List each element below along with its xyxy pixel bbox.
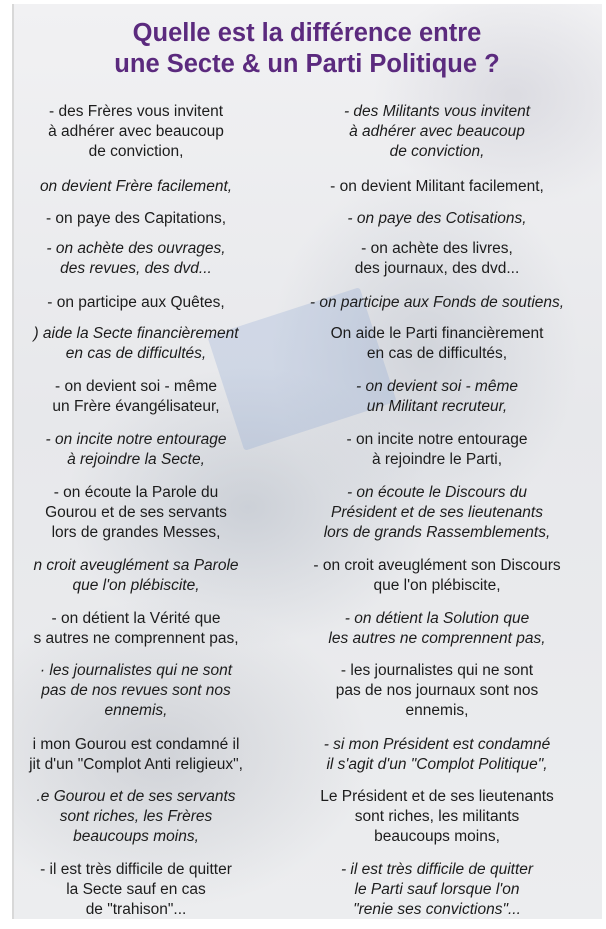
secte-item-line: Gourou et de ses servants (45, 504, 227, 521)
parti-item-1 (297, 102, 577, 162)
secte-item-13 (12, 735, 276, 775)
secte-item-14 (12, 787, 276, 847)
parti-item-line: ennemis, (405, 702, 469, 719)
parti-item-6 (297, 324, 577, 364)
parti-item-line: - on écoute le Discours du (346, 484, 528, 501)
parti-item-5 (297, 293, 577, 313)
parti-item-line: - si mon Président est condamné (323, 736, 551, 753)
secte-item-line: lors de grandes Messes, (51, 524, 221, 541)
secte-item-line: .e Gourou et de ses servants (36, 788, 236, 805)
secte-item-line: n croit aveuglément sa Parole (33, 557, 239, 574)
secte-item-line: - des Frères vous invitent (48, 103, 223, 120)
secte-item-12 (12, 661, 276, 721)
parti-item-line: - on paye des Cotisations, (347, 210, 527, 227)
secte-item-line: - on participe aux Quêtes, (47, 294, 225, 311)
parti-item-line: - on devient Militant facilement, (330, 178, 544, 195)
secte-item-line: ennemis, (104, 702, 168, 719)
secte-item-1 (12, 102, 276, 162)
parti-item-line: beaucoups moins, (374, 828, 500, 845)
parti-item-3 (297, 209, 577, 229)
secte-item-line: - il est très difficile de quitter (40, 861, 232, 878)
parti-item-line: pas de nos journaux sont nos (335, 682, 539, 699)
secte-item-line: i mon Gourou est condamné il (32, 736, 240, 753)
parti-item-line: - les journalistes qui ne sont (340, 662, 534, 679)
secte-item-11 (12, 609, 276, 649)
parti-item-line: de conviction, (389, 143, 485, 160)
parti-item-line: le Parti sauf lorsque l'on (354, 881, 520, 898)
secte-item-line: - on détient la Vérité que (51, 610, 221, 627)
secte-item-2 (12, 177, 276, 197)
secte-item-line: à rejoindre la Secte, (67, 451, 205, 468)
parti-item-line: - on participe aux Fonds de soutiens, (309, 294, 565, 311)
parti-item-line: lors de grands Rassemblements, (323, 524, 551, 541)
secte-item-line: - on écoute la Parole du (53, 484, 219, 501)
parti-item-9 (297, 483, 577, 543)
parti-item-line: - des Militants vous invitent (343, 103, 531, 120)
parti-item-line: Le Président et de ses lieutenants (320, 788, 554, 805)
secte-item-line: jit d'un "Complot Anti religieux", (29, 756, 243, 773)
parti-item-line: un Militant recruteur, (366, 398, 508, 415)
secte-item-line: s autres ne comprennent pas, (33, 630, 239, 647)
secte-item-line: que l'on plébiscite, (72, 577, 200, 594)
parti-item-4 (297, 239, 577, 279)
parti-item-15 (297, 860, 577, 919)
parti-item-line: "renie ses convictions"... (353, 901, 521, 918)
secte-item-8 (12, 430, 276, 470)
parti-item-line: - on incite notre entourage (346, 431, 528, 448)
secte-item-line: on devient Frère facilement, (39, 178, 233, 195)
parti-item-line: On aide le Parti financièrement (330, 325, 544, 342)
secte-item-3 (12, 209, 276, 229)
secte-item-15 (12, 860, 276, 919)
secte-item-6 (12, 324, 276, 364)
parti-item-10 (297, 556, 577, 596)
secte-item-line: de conviction, (88, 143, 184, 160)
secte-item-line: ) aide la Secte financièrement (33, 325, 239, 342)
secte-item-4 (12, 239, 276, 279)
title-line-2: une Secte & un Parti Politique ? (114, 50, 500, 78)
parti-item-line: sont riches, les militants (354, 808, 520, 825)
parti-item-line: en cas de difficultés, (366, 345, 508, 362)
secte-item-line: - on achète des ouvrages, (46, 240, 226, 257)
title-line-1: Quelle est la différence entre (132, 19, 482, 47)
secte-item-line: sont riches, les Frères (59, 808, 213, 825)
parti-item-7 (297, 377, 577, 417)
parti-item-line: - il est très difficile de quitter (340, 861, 534, 878)
parti-item-12 (297, 661, 577, 721)
secte-item-line: - on incite notre entourage (45, 431, 227, 448)
secte-item-10 (12, 556, 276, 596)
secte-item-line: beaucoups moins, (73, 828, 199, 845)
parti-item-line: - on croit aveuglément son Discours (313, 557, 561, 574)
parti-item-line: les autres ne comprennent pas, (328, 630, 546, 647)
secte-item-line: - on paye des Capitations, (45, 210, 227, 227)
parti-item-line: que l'on plébiscite, (373, 577, 501, 594)
secte-item-7 (12, 377, 276, 417)
parti-item-line: il s'agit d'un "Complot Politique", (326, 756, 548, 773)
parti-item-line: à rejoindre le Parti, (371, 451, 503, 468)
secte-item-line: des revues, des dvd... (60, 260, 212, 277)
parti-item-line: - on détient la Solution que (344, 610, 530, 627)
parti-item-8 (297, 430, 577, 470)
parti-item-line: des journaux, des dvd... (354, 260, 520, 277)
parti-item-line: Président et de ses lieutenants (331, 504, 543, 521)
parti-item-line: - on devient soi - même (356, 378, 518, 395)
poster-title (12, 18, 602, 80)
parti-item-2 (297, 177, 577, 197)
parti-item-line: - on achète des livres, (361, 240, 513, 257)
parti-item-11 (297, 609, 577, 649)
secte-item-line: - on devient soi - même (55, 378, 217, 395)
parti-item-13 (297, 735, 577, 775)
secte-item-line: · les journalistes qui ne sont (39, 662, 233, 679)
parti-item-line: à adhérer avec beaucoup (349, 123, 525, 140)
secte-item-line: de "trahison"... (85, 901, 187, 918)
secte-item-line: en cas de difficultés, (65, 345, 207, 362)
secte-item-9 (12, 483, 276, 543)
secte-item-line: à adhérer avec beaucoup (48, 123, 224, 140)
parti-item-14 (297, 787, 577, 847)
poster (12, 4, 602, 919)
secte-item-line: pas de nos revues sont nos (41, 682, 231, 699)
secte-item-line: un Frère évangélisateur, (52, 398, 220, 415)
secte-item-5 (12, 293, 276, 313)
secte-item-line: la Secte sauf en cas (66, 881, 206, 898)
